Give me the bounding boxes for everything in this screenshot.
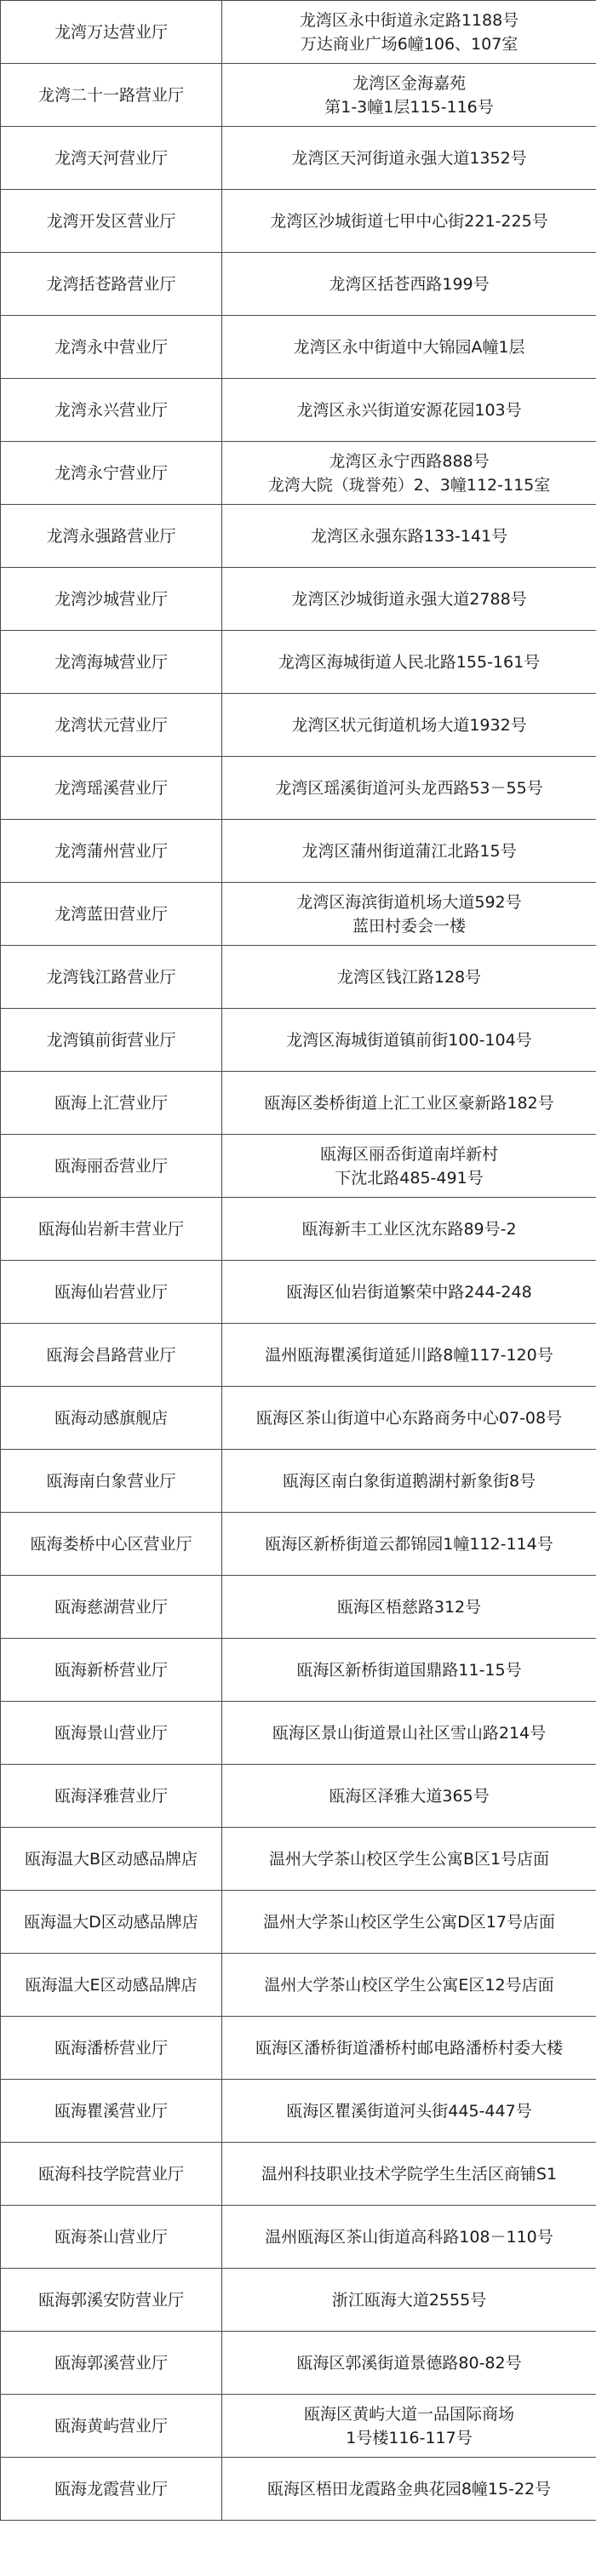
address-line: 龙湾区海城街道人民北路155-161号 [278, 652, 541, 672]
address-line: 温州大学茶山校区学生公寓B区1号店面 [268, 1849, 550, 1869]
store-address-cell [222, 1, 596, 64]
table-row [1, 1639, 596, 1702]
store-name-cell: 瓯海龙霞营业厅 [1, 2458, 222, 2521]
store-name-cell: 龙湾天河营业厅 [1, 127, 222, 190]
address-line: 瓯海区景山街道景山社区雪山路214号 [272, 1723, 547, 1743]
store-name-cell: 瓯海上汇营业厅 [1, 1072, 222, 1135]
table-row [1, 2395, 596, 2458]
store-name-cell: 龙湾开发区营业厅 [1, 190, 222, 253]
address-line: 龙湾区瑶溪街道河头龙西路53－55号 [275, 778, 543, 798]
table-row [1, 757, 596, 820]
store-name-cell: 瓯海慈湖营业厅 [1, 1576, 222, 1639]
table-row [1, 2458, 596, 2521]
store-address-cell [222, 442, 596, 505]
store-name-cell: 瓯海新桥营业厅 [1, 1639, 222, 1702]
table-row [1, 64, 596, 127]
store-name-cell: 龙湾永中营业厅 [1, 316, 222, 379]
store-address-cell [222, 1135, 596, 1198]
address-line: 温州大学茶山校区学生公寓E区12号店面 [264, 1975, 554, 1995]
address-line: 龙湾区金海嘉苑 [352, 73, 466, 93]
store-address-cell [222, 1513, 596, 1576]
store-address-cell [222, 1702, 596, 1765]
store-address-cell [222, 505, 596, 568]
address-line: 瓯海区南白象街道鹅湖村新象街8号 [282, 1471, 536, 1491]
store-address-cell [222, 2395, 596, 2458]
address-line: 龙湾区括苍西路199号 [329, 274, 490, 294]
address-line: 瓯海区丽岙街道南垟新村 [319, 1144, 498, 1164]
table-row [1, 1450, 596, 1513]
store-name-cell: 龙湾状元营业厅 [1, 694, 222, 757]
address-line: 瓯海区新桥街道国鼎路11-15号 [296, 1660, 522, 1680]
store-name-cell: 龙湾蒲州营业厅 [1, 820, 222, 883]
store-address-cell [222, 1891, 596, 1954]
address-line: 龙湾区永中街道中大锦园A幢1层 [293, 337, 525, 357]
table-row [1, 2017, 596, 2080]
store-address-cell [222, 1765, 596, 1828]
store-name-cell: 瓯海黄屿营业厅 [1, 2395, 222, 2458]
store-name-cell: 龙湾海城营业厅 [1, 631, 222, 694]
address-line: 浙江瓯海大道2555号 [331, 2290, 487, 2310]
store-name-cell: 瓯海景山营业厅 [1, 1702, 222, 1765]
store-address-cell [222, 1009, 596, 1072]
address-line: 瓯海区黄屿大道一品国际商场 [303, 2404, 514, 2424]
store-name-cell: 龙湾蓝田营业厅 [1, 883, 222, 946]
store-name-cell: 瓯海丽岙营业厅 [1, 1135, 222, 1198]
address-line: 瓯海区泽雅大道365号 [329, 1786, 490, 1806]
address-line: 龙湾区海滨街道机场大道592号 [296, 892, 522, 912]
address-line: 龙湾区沙城街道七甲中心街221-225号 [270, 211, 548, 231]
address-line: 万达商业广场6幢106、107室 [300, 34, 519, 54]
store-address-cell [222, 631, 596, 694]
table-row [1, 190, 596, 253]
table-row [1, 820, 596, 883]
table-row [1, 2143, 596, 2206]
store-address-cell [222, 2017, 596, 2080]
address-line: 第1-3幢1层115-116号 [324, 97, 494, 117]
store-address-cell [222, 64, 596, 127]
address-line: 瓯海区潘桥街道潘桥村邮电路潘桥村委大楼 [255, 2038, 563, 2058]
address-line: 龙湾区永兴街道安源花园103号 [296, 400, 522, 420]
store-address-cell [222, 2269, 596, 2332]
address-line: 温州瓯海区茶山街道高科路108－110号 [265, 2227, 553, 2247]
table-row [1, 1009, 596, 1072]
address-line: 龙湾大院（珑誉苑）2、3幢112-115室 [267, 475, 551, 495]
address-line: 瓯海区梧田龙霞路金典花园8幢15-22号 [266, 2479, 552, 2499]
address-line: 瓯海区郭溪街道景德路80-82号 [296, 2353, 522, 2373]
store-address-cell [222, 1450, 596, 1513]
store-address-cell [222, 2206, 596, 2269]
store-name-cell: 龙湾镇前街营业厅 [1, 1009, 222, 1072]
store-name-cell: 龙湾二十一路营业厅 [1, 64, 222, 127]
table-row [1, 1261, 596, 1324]
store-name-cell: 瓯海潘桥营业厅 [1, 2017, 222, 2080]
store-address-cell [222, 1828, 596, 1891]
address-line: 温州瓯海瞿溪街道延川路8幢117-120号 [265, 1345, 553, 1365]
table-row [1, 442, 596, 505]
store-name-cell: 龙湾括苍路营业厅 [1, 253, 222, 316]
table-row [1, 379, 596, 442]
address-line: 瓯海区娄桥街道上汇工业区豪新路182号 [264, 1093, 554, 1113]
table-row [1, 568, 596, 631]
address-line: 龙湾区沙城街道永强大道2788号 [291, 589, 527, 609]
store-name-cell: 龙湾万达营业厅 [1, 1, 222, 64]
store-address-cell [222, 694, 596, 757]
store-address-cell [222, 883, 596, 946]
store-address-cell [222, 757, 596, 820]
address-line: 瓯海区仙岩街道繁荣中路244-248 [286, 1282, 532, 1302]
store-name-cell: 龙湾钱江路营业厅 [1, 946, 222, 1009]
store-address-cell [222, 253, 596, 316]
store-name-cell: 龙湾永兴营业厅 [1, 379, 222, 442]
store-name-cell: 瓯海泽雅营业厅 [1, 1765, 222, 1828]
address-line: 龙湾区永中街道永定路1188号 [299, 10, 519, 30]
store-address-cell [222, 2080, 596, 2143]
store-address-cell [222, 316, 596, 379]
table-row [1, 505, 596, 568]
store-name-cell: 瓯海茶山营业厅 [1, 2206, 222, 2269]
store-name-cell: 瓯海瞿溪营业厅 [1, 2080, 222, 2143]
table-row [1, 883, 596, 946]
table-row [1, 1324, 596, 1387]
address-line: 蓝田村委会一楼 [352, 916, 466, 936]
store-name-cell: 瓯海温大B区动感品牌店 [1, 1828, 222, 1891]
store-name-cell: 瓯海南白象营业厅 [1, 1450, 222, 1513]
table-row [1, 253, 596, 316]
table-row [1, 316, 596, 379]
address-line: 瓯海区茶山街道中心东路商务中心07-08号 [255, 1408, 563, 1428]
address-line: 瓯海新丰工业区沈东路89号-2 [301, 1219, 517, 1239]
store-address-cell [222, 379, 596, 442]
address-line: 瓯海区梧慈路312号 [336, 1597, 482, 1617]
store-name-cell: 瓯海郭溪安防营业厅 [1, 2269, 222, 2332]
table-row [1, 2080, 596, 2143]
store-name-cell: 瓯海会昌路营业厅 [1, 1324, 222, 1387]
store-name-cell: 瓯海温大D区动感品牌店 [1, 1891, 222, 1954]
store-name-cell: 瓯海娄桥中心区营业厅 [1, 1513, 222, 1576]
table-row [1, 1135, 596, 1198]
store-address-cell [222, 1072, 596, 1135]
table-row [1, 1072, 596, 1135]
table-row [1, 694, 596, 757]
address-line: 瓯海区瞿溪街道河头街445-447号 [286, 2101, 532, 2121]
table-row [1, 2269, 596, 2332]
address-line: 龙湾区状元街道机场大道1932号 [291, 715, 527, 735]
store-address-cell [222, 1261, 596, 1324]
address-line: 下沈北路485-491号 [335, 1168, 484, 1188]
address-line: 龙湾区天河街道永强大道1352号 [291, 148, 527, 168]
store-address-cell [222, 1639, 596, 1702]
table-row [1, 2206, 596, 2269]
store-address-cell [222, 2458, 596, 2521]
store-name-cell: 龙湾沙城营业厅 [1, 568, 222, 631]
store-name-cell: 龙湾永宁营业厅 [1, 442, 222, 505]
store-address-cell [222, 190, 596, 253]
address-line: 1号楼116-117号 [346, 2428, 473, 2447]
store-name-cell: 瓯海仙岩营业厅 [1, 1261, 222, 1324]
store-address-cell [222, 946, 596, 1009]
table-row [1, 1198, 596, 1261]
table-body [1, 1, 596, 2521]
table-row [1, 2332, 596, 2395]
store-name-cell: 瓯海仙岩新丰营业厅 [1, 1198, 222, 1261]
table-row [1, 1, 596, 64]
address-line: 龙湾区永强东路133-141号 [310, 526, 508, 546]
address-line: 龙湾区钱江路128号 [336, 967, 482, 987]
table-row [1, 1765, 596, 1828]
table-row [1, 1891, 596, 1954]
table-row [1, 1576, 596, 1639]
table-row [1, 631, 596, 694]
store-address-cell [222, 1954, 596, 2017]
table-row [1, 1387, 596, 1450]
store-address-cell [222, 1387, 596, 1450]
table-row [1, 1828, 596, 1891]
store-name-cell: 瓯海科技学院营业厅 [1, 2143, 222, 2206]
address-line: 龙湾区永宁西路888号 [329, 451, 490, 471]
store-name-cell: 瓯海动感旗舰店 [1, 1387, 222, 1450]
store-address-cell [222, 2143, 596, 2206]
address-line: 温州科技职业技术学院学生生活区商铺S1 [261, 2164, 558, 2184]
address-line: 龙湾区蒲州街道蒲江北路15号 [301, 841, 517, 861]
store-name-cell: 龙湾永强路营业厅 [1, 505, 222, 568]
store-address-cell [222, 2332, 596, 2395]
store-address-cell [222, 1576, 596, 1639]
store-address-cell [222, 1198, 596, 1261]
store-address-cell [222, 568, 596, 631]
table-row [1, 1954, 596, 2017]
table-row [1, 946, 596, 1009]
address-line: 温州大学茶山校区学生公寓D区17号店面 [263, 1912, 555, 1932]
store-address-cell [222, 1324, 596, 1387]
store-name-cell: 龙湾瑶溪营业厅 [1, 757, 222, 820]
address-line: 龙湾区海城街道镇前街100-104号 [286, 1030, 532, 1050]
table-row [1, 1513, 596, 1576]
store-address-cell [222, 127, 596, 190]
table-row [1, 1702, 596, 1765]
store-name-cell: 瓯海温大E区动感品牌店 [1, 1954, 222, 2017]
store-address-cell [222, 820, 596, 883]
store-name-cell: 瓯海郭溪营业厅 [1, 2332, 222, 2395]
address-line: 瓯海区新桥街道云都锦园1幢112-114号 [265, 1534, 553, 1554]
table-row [1, 127, 596, 190]
